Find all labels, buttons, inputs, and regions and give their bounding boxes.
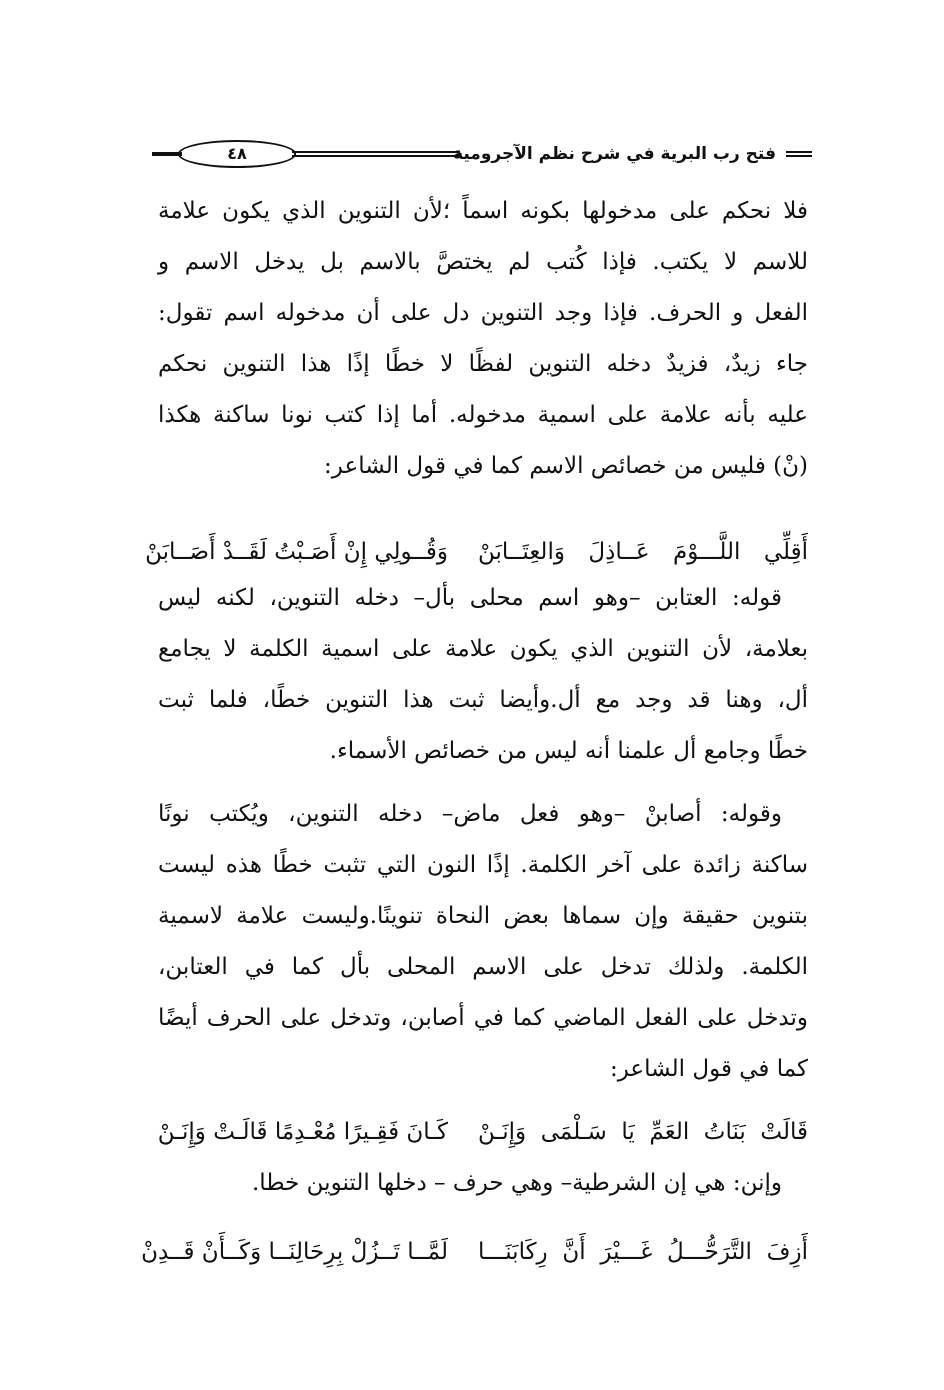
text-line: (نْ) فليس من خصائص الاسم كما في قول الشاعر: — [324, 453, 808, 479]
verse-second-hemistich: كَـانَ فَقِـيرًا مُعْـدِمًا قَالَـتْ وَإِنَـنْ — [157, 1119, 448, 1145]
header-title: فتح رب البرية في شرح نظم الآجرومية — [453, 144, 776, 164]
poetry-verse — [141, 1230, 808, 1274]
text-line: أل، وهنا قد وجد مع أل.وأيضا ثبت هذا التنوين خطًا، فلما ثبت — [158, 687, 808, 713]
text-line: فلا نحكم على مدخولها بكونه اسماً ؛لأن التنوين الذي يكون علامة — [158, 198, 808, 224]
text-line: وقوله: أصابنْ –وهو فعل ماض– دخله التنوين، ويُكتب نونًا — [158, 801, 782, 827]
text-line: وإنن: هي إن الشرطية– وهي حرف – دخلها التنوين خطا. — [251, 1170, 782, 1196]
header-rule — [152, 152, 182, 156]
paragraph — [158, 1158, 808, 1209]
poetry-verse — [158, 1110, 808, 1154]
text-line: الفعل و الحرف. فإذا وجد التنوين دل على أن مدخوله اسم تقول: — [158, 300, 808, 326]
poetry-verse — [145, 530, 808, 574]
text-line: قوله: العتابن –وهو اسم محلى بأل– دخله التنوين، لكنه ليس — [158, 585, 782, 611]
paragraph — [158, 573, 808, 777]
header-rule — [292, 151, 460, 157]
paragraph — [158, 789, 808, 1095]
verse-first-hemistich: أَزِفَ التَّرَحُّـــلُ غَـــيْرَ أَنَّ رِكَابَنَـــا — [478, 1239, 808, 1265]
text-line: كما في قول الشاعر: — [609, 1056, 808, 1082]
verse-second-hemistich: وَقُــولِي إِنْ أَصَـبْتُ لَقَــدْ أَصَــابَنْ — [145, 539, 448, 565]
text-line: الكلمة. ولذلك تدخل على الاسم المحلى بأل كما في العتابن، — [158, 954, 808, 980]
header-rule — [786, 151, 812, 157]
paragraph — [158, 186, 808, 492]
text-line: عليه بأنه علامة على اسمية مدخوله. أما إذا كتب نونا ساكنة هكذا — [158, 402, 808, 428]
text-line: خطًا وجامع أل علمنا أنه ليس من خصائص الأسماء. — [329, 738, 808, 764]
text-line: وتدخل على الفعل الماضي كما في أصابن، وتدخل على الحرف أيضًا — [158, 1005, 808, 1031]
text-line: بعلامة، لأن التنوين الذي يكون علامة على اسمية الكلمة لا يجامع — [158, 636, 808, 662]
text-line: جاء زيدٌ، فزيدٌ دخله التنوين لفظًا لا خطًا إذًا هذا التنوين نحكم — [158, 351, 808, 377]
verse-first-hemistich: أَقِلِّي اللَّـــوْمَ عَــاذِلَ وَالعِتَــابَنْ — [478, 539, 808, 565]
text-line: للاسم لا يكتب. فإذا كُتب لم يختصَّ بالاسم بل يدخل الاسم و — [158, 249, 808, 275]
text-line: بتنوين حقيقة وإن سماها بعض النحاة تنوينًا.وليست علامة لاسمية — [158, 903, 808, 929]
text-line: ساكنة زائدة على آخر الكلمة. إذًا النون التي تثبت خطًا هذه ليست — [158, 852, 808, 878]
page-number: ٤٨ — [178, 140, 296, 168]
verse-second-hemistich: لَمَّــا تَــزُلْ بِرِحَالِنَــا وَكَــأَنْ قَــدِنْ — [141, 1239, 448, 1265]
running-header — [152, 138, 812, 178]
verse-first-hemistich: قَالَتْ بَنَاتُ العَمِّ يَا سَـلْمَى وَإِنَـنْ — [478, 1119, 808, 1145]
